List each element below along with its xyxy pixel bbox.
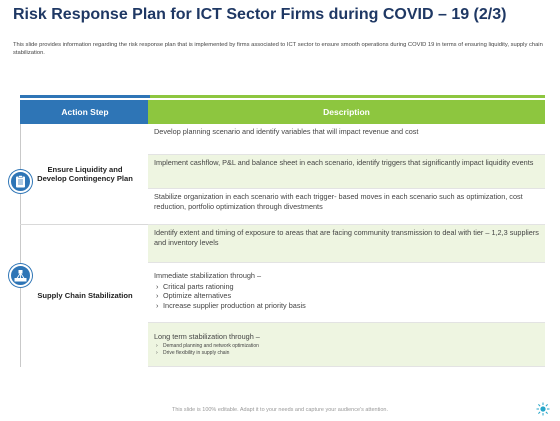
table-row [148, 225, 545, 263]
row-text: Immediate stabilization through – [154, 271, 262, 280]
action-step-liquidity [20, 124, 150, 224]
list-item: › Drive flexibility in supply chain [154, 350, 539, 357]
row-text: Long term stabilization through – [154, 332, 260, 341]
column-header-description: Description [148, 100, 545, 124]
list-item: › Critical parts rationing [154, 282, 539, 292]
row-text: Identify extent and timing of exposure to areas that are facing community transmission to deal with tier – 1,2,3 suppliers and inventory levels [154, 228, 539, 247]
slide-description: This slide provides information regarding the risk response plan that is implemented by firms associated to ICT sector to ensure smooth operations during COVID 19 in terms of ensuring liquidity, supply chain stabilization. [13, 42, 543, 56]
network-icon [9, 264, 32, 287]
action-step-label: Supply Chain Stabilization [37, 291, 133, 301]
list-item: › Demand planning and network optimization [154, 343, 539, 350]
table-row [148, 155, 545, 189]
header-accent-bar [20, 95, 545, 98]
table-row [148, 124, 545, 155]
table-row [148, 189, 545, 225]
clipboard-icon [9, 170, 32, 193]
page-title: Risk Response Plan for ICT Sector Firms during COVID – 19 (2/3) [13, 6, 507, 23]
column-header-action-step: Action Step [20, 100, 150, 124]
list-item: › Optimize alternatives [154, 291, 539, 301]
table-row [148, 263, 545, 323]
action-step-supply-chain [20, 225, 150, 367]
table-row [148, 323, 545, 367]
row-text: Stabilize organization in each scenario with each trigger- based moves in each scenario such as optimization, cost reduction, portfolio optimization through divestments [154, 192, 523, 211]
list-item: › Increase supplier production at priority basis [154, 301, 539, 311]
footer-note: This slide is 100% editable. Adapt it to your needs and capture your audience's attention. [172, 407, 388, 413]
row-text: Implement cashflow, P&L and balance sheet in each scenario, identify triggers that significantly impact liquidity events [154, 158, 534, 167]
action-step-label: Ensure Liquidity and Develop Contingency Plan [37, 164, 133, 183]
sun-logo-icon [536, 402, 550, 421]
row-text: Develop planning scenario and identify variables that will impact revenue and cost [154, 127, 419, 136]
